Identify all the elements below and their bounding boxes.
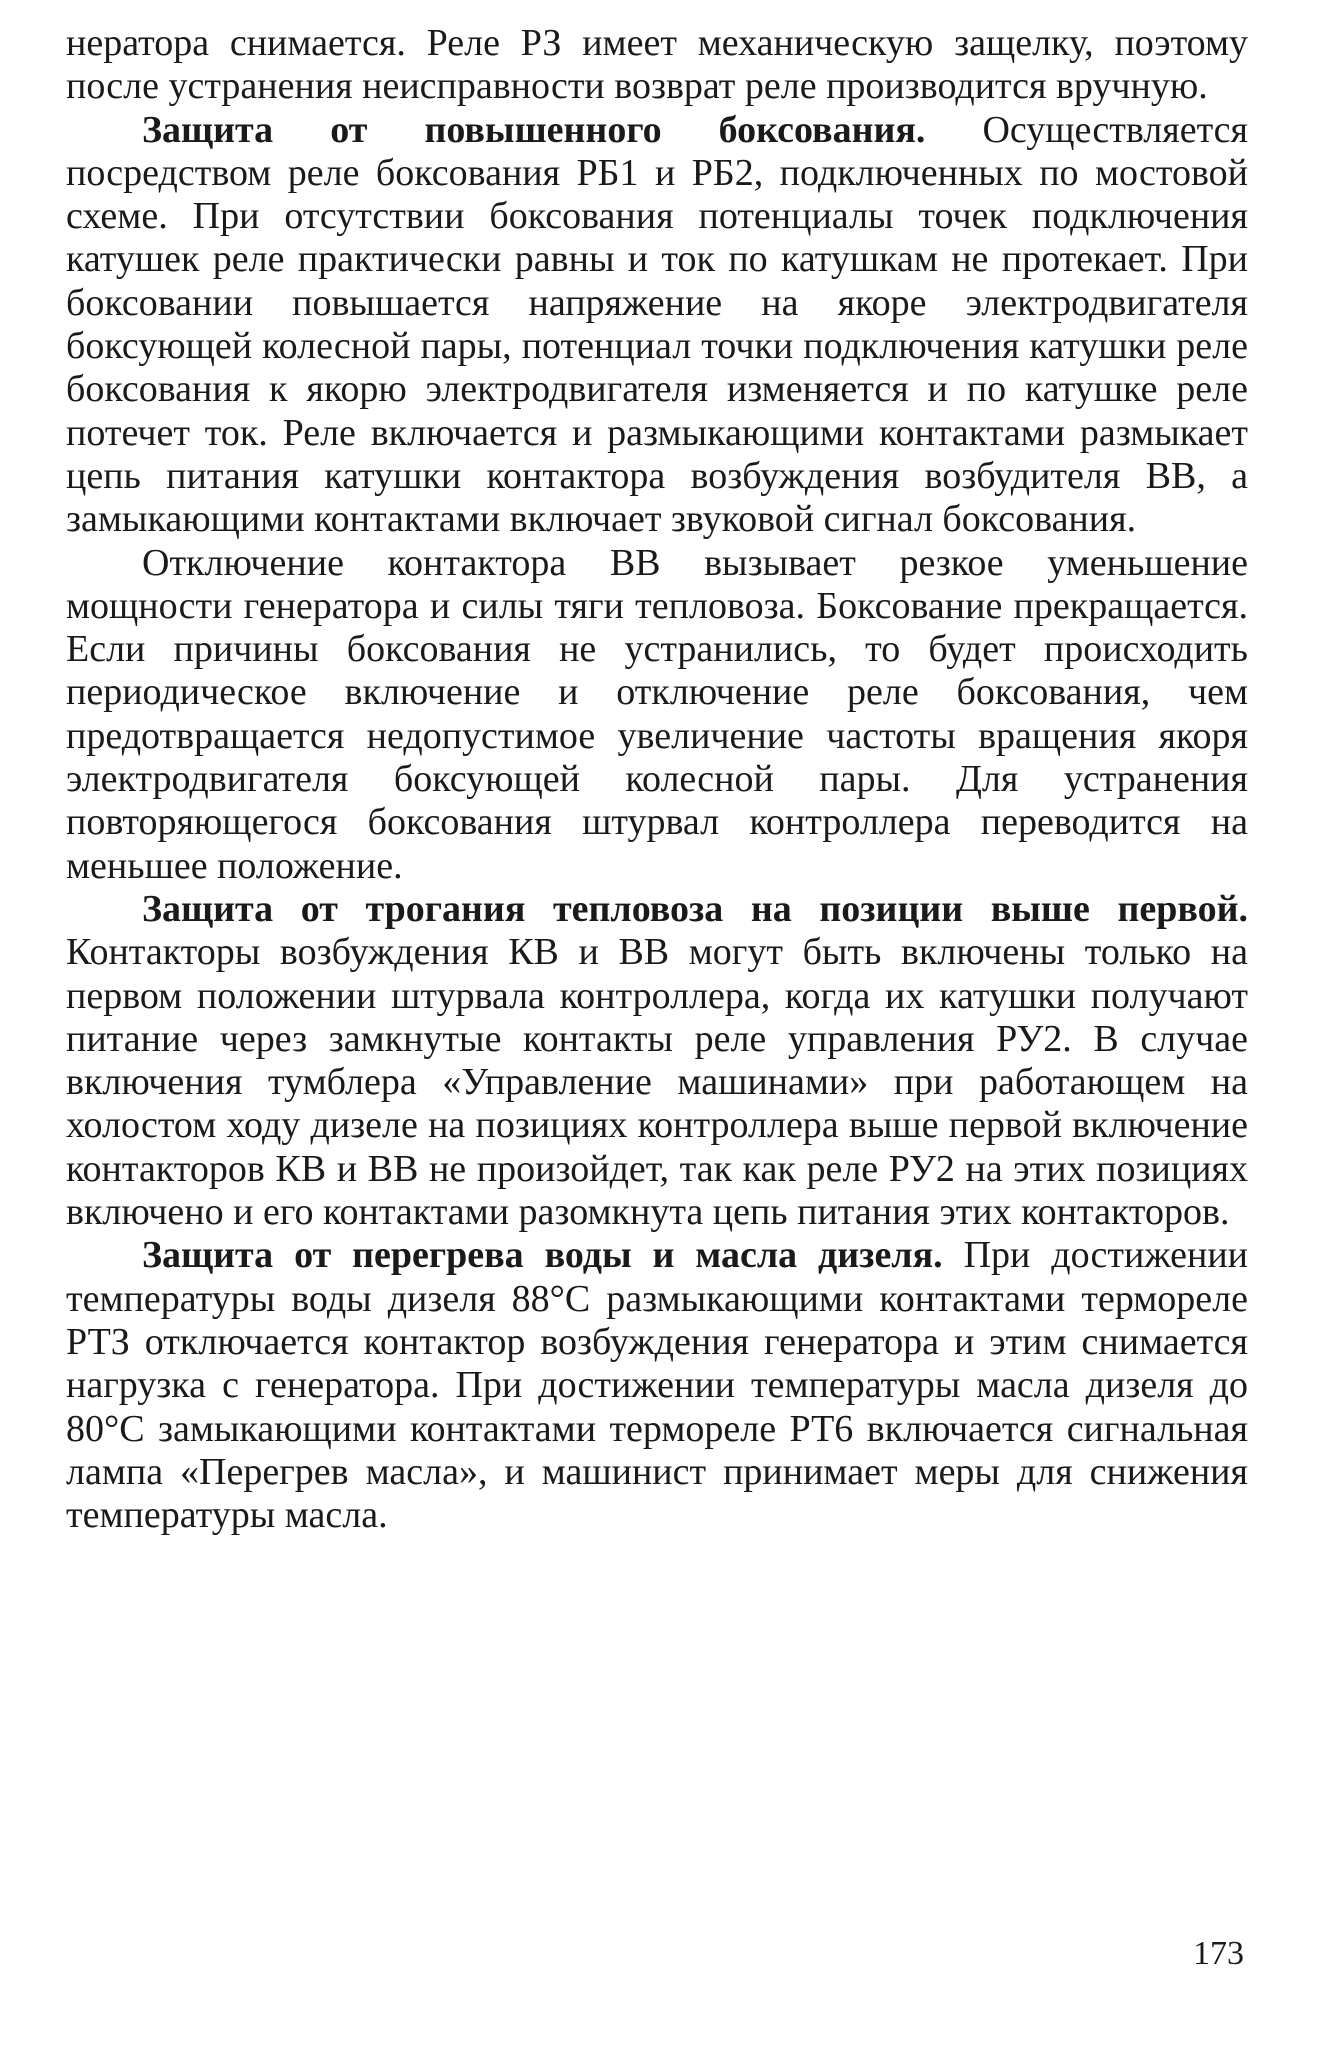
paragraph-text: При достижении температуры воды дизеля 88°С размыкающими контактами термореле РТЗ отключается контактор возбуждения генератора и этим снимается нагрузка с генератора. При достижении температуры масла дизеля до 80°С замыкающими контактами термореле РТ6 включается сигнальная лампа «Перегрев масла», и машинист принимает меры для снижения температуры масла. (66, 1234, 1248, 1537)
paragraph-continuation (66, 22, 1248, 109)
paragraph-text: Отключение контактора ВВ вызывает резкое уменьшение мощности генератора и силы тяги тепловоза. Боксование прекращается. Если причины боксования не устранились, то будет происходить периодическое включение и отключение реле боксования, чем предотвращается недопустимое увеличение частоты вращения якоря электродвигателя боксующей колесной пары. Для устранения повторяющегося боксования штурвал контроллера переводится на меньшее положение. (66, 541, 1248, 887)
paragraph-text: Контакторы возбуждения КВ и ВВ могут быть включены только на первом положении штурвала контроллера, когда их катушки получают питание через замкнутые контакты реле управления РУ2. В случае включения тумблера «Управление машинами» при работающем на холостом ходу дизеле на позициях контроллера выше первой включение контакторов КВ и ВВ не произойдет, так как реле РУ2 на этих позициях включено и его контактами разомкнута цепь питания этих контакторов. (66, 931, 1248, 1234)
paragraph-wheelslip-protection (66, 109, 1248, 542)
paragraph-text: Осуществляется посредством реле боксования РБ1 и РБ2, подключенных по мостовой схеме. При отсутствии боксования потенциалы точек подключения катушек реле практически равны и ток по катушкам не протекает. При боксовании повышается напряжение на якоре электродвигателя боксующей колесной пары, потенциал точки подключения катушки реле боксования к якорю электродвигателя изменяется и по катушке реле потечет ток. Реле включается и размыкающими контактами размыкает цепь питания катушки контактора возбуждения возбудителя ВВ, а замыкающими контактами включает звуковой сигнал боксования. (66, 108, 1248, 541)
page-number: 173 (1193, 1935, 1244, 1972)
section-heading: Защита от трогания тепловоза на позиции выше первой. (142, 887, 1248, 930)
paragraph-start-protection (66, 888, 1248, 1234)
section-heading: Защита от повышенного боксования. (142, 108, 926, 151)
paragraph-contactor-disconnect (66, 542, 1248, 888)
paragraph-text: нератора снимается. Реле РЗ имеет механическую защелку, поэтому после устранения неисправности возврат реле производится вручную. (66, 22, 1248, 108)
paragraph-overheat-protection (66, 1234, 1248, 1537)
page-body (66, 22, 1248, 1537)
section-heading: Защита от перегрева воды и масла дизеля. (142, 1234, 943, 1277)
